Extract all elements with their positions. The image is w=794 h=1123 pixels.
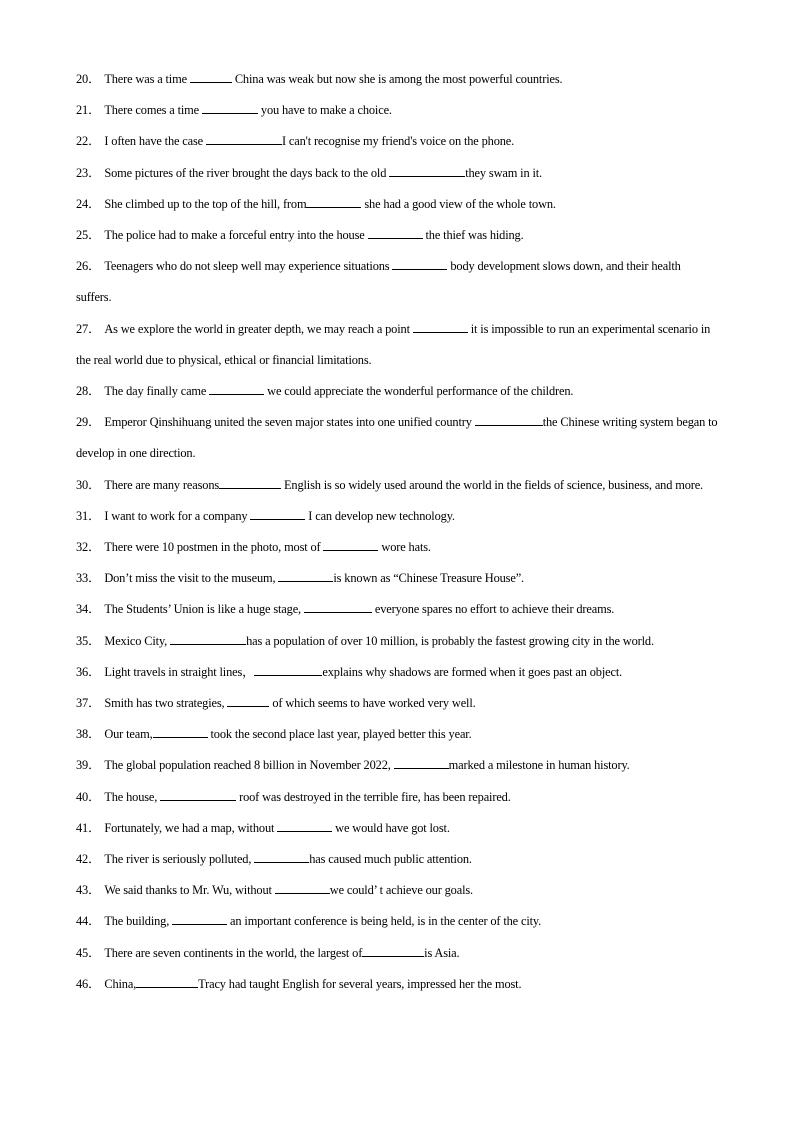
question-item: [76, 532, 718, 563]
question-text-after-blank: took the second place last year, played better this year.: [207, 727, 472, 742]
answer-blank[interactable]: [278, 570, 333, 582]
question-text-after-blank: I can't recognise my friend's voice on the phone.: [281, 134, 515, 149]
question-text-before-blank: Mexico City,: [104, 633, 171, 648]
answer-blank[interactable]: [206, 133, 282, 145]
question-number: 36．: [76, 664, 101, 679]
answer-blank[interactable]: [254, 664, 322, 676]
question-item: [76, 938, 718, 969]
question-text-after-blank: has caused much public attention.: [309, 852, 472, 867]
question-item: [76, 126, 718, 157]
question-item: [76, 158, 718, 189]
question-item: [76, 251, 718, 313]
question-item: [76, 688, 718, 719]
answer-blank[interactable]: [413, 321, 468, 333]
question-number: 44．: [76, 914, 101, 929]
question-text-before-blank: There were 10 postmen in the photo, most of: [104, 540, 324, 555]
question-item: [76, 875, 718, 906]
answer-blank[interactable]: [475, 414, 543, 426]
question-text-after-blank: is known as “Chinese Treasure House”.: [333, 571, 524, 586]
question-number: 38．: [76, 727, 101, 742]
question-text-after-blank: body development slows down, and their health suffers.: [76, 259, 681, 305]
question-text-after-blank: Tracy had taught English for several years, impressed her the most.: [198, 976, 522, 991]
question-text-before-blank: Teenagers who do not sleep well may experience situations: [104, 259, 393, 274]
question-text-after-blank: she had a good view of the whole town.: [361, 196, 556, 211]
question-text-after-blank: roof was destroyed in the terrible fire, has been repaired.: [236, 789, 511, 804]
answer-blank[interactable]: [170, 633, 246, 645]
question-item: [76, 626, 718, 657]
answer-blank[interactable]: [202, 102, 258, 114]
question-item: [76, 906, 718, 937]
question-item: [76, 594, 718, 625]
answer-blank[interactable]: [389, 165, 465, 177]
question-text-after-blank: I can develop new technology.: [305, 508, 455, 523]
question-item: [76, 220, 718, 251]
question-text-after-blank: they swam in it.: [465, 165, 542, 180]
question-number: 27．: [76, 321, 101, 336]
question-number: 31．: [76, 508, 101, 523]
answer-blank[interactable]: [160, 789, 236, 801]
question-number: 41．: [76, 820, 101, 835]
question-text-after-blank: English is so widely used around the world in the fields of science, business, and more.: [281, 477, 704, 492]
question-text-after-blank: we would have got lost.: [332, 820, 450, 835]
question-text-before-blank: There are seven continents in the world, the largest of: [104, 945, 363, 960]
question-number: 32．: [76, 540, 101, 555]
question-text-before-blank: As we explore the world in greater depth, we may reach a point: [104, 321, 413, 336]
question-number: 21．: [76, 103, 101, 118]
question-item: [76, 657, 718, 688]
question-text-before-blank: Emperor Qinshihuang united the seven major states into one unified country: [104, 415, 475, 430]
question-number: 28．: [76, 384, 101, 399]
answer-blank[interactable]: [172, 913, 227, 925]
question-text-after-blank: everyone spares no effort to achieve their dreams.: [371, 602, 615, 617]
question-number: 25．: [76, 228, 101, 243]
question-text-before-blank: We said thanks to Mr. Wu, without: [104, 883, 275, 898]
question-item: [76, 813, 718, 844]
question-text-before-blank: I often have the case: [104, 134, 206, 149]
question-text-before-blank: Light travels in straight lines，: [104, 664, 255, 679]
question-number: 29．: [76, 415, 101, 430]
question-item: [76, 470, 718, 501]
question-text-before-blank: The day finally came: [104, 384, 210, 399]
question-text-after-blank: China was weak but now she is among the most powerful countries.: [231, 72, 563, 86]
question-text-after-blank: explains why shadows are formed when it goes past an object.: [322, 664, 623, 679]
question-text-before-blank: The building,: [104, 914, 173, 929]
question-item: [76, 719, 718, 750]
question-text-before-blank: I want to work for a company: [104, 508, 251, 523]
question-text-before-blank: She climbed up to the top of the hill, from: [104, 196, 307, 211]
answer-blank[interactable]: [136, 976, 198, 988]
answer-blank[interactable]: [219, 477, 281, 489]
question-text-after-blank: is Asia.: [424, 945, 460, 960]
question-number: 26．: [76, 259, 101, 274]
question-text-before-blank: Smith has two strategies,: [104, 696, 228, 711]
answer-blank[interactable]: [277, 820, 332, 832]
question-item: [76, 969, 718, 1000]
question-text-after-blank: you have to make a choice.: [257, 103, 392, 118]
question-text-before-blank: Some pictures of the river brought the days back to the old: [104, 165, 390, 180]
answer-blank[interactable]: [392, 258, 447, 270]
question-number: 40．: [76, 789, 101, 804]
question-number: 30．: [76, 477, 101, 492]
answer-blank[interactable]: [153, 726, 208, 738]
question-number: 42．: [76, 852, 101, 867]
question-number: 34．: [76, 602, 101, 617]
question-item: [76, 501, 718, 532]
answer-blank[interactable]: [362, 945, 424, 957]
question-number: 35．: [76, 633, 101, 648]
question-list: [76, 64, 718, 1000]
question-text-before-blank: The global population reached 8 billion in November 2022,: [104, 758, 394, 773]
question-text-before-blank: The Students’ Union is like a huge stage,: [104, 602, 304, 617]
question-text-after-blank: we could’ t achieve our goals.: [329, 883, 473, 898]
question-item: [76, 844, 718, 875]
question-number: 43．: [76, 883, 101, 898]
question-text-after-blank: it is impossible to run an experimental scenario in the real world due to physical, ethical or financial limitations.: [76, 321, 711, 367]
question-text-before-blank: The police had to make a forceful entry into the house: [104, 228, 368, 243]
question-text-before-blank: There are many reasons: [104, 477, 220, 492]
question-text-before-blank: Fortunately, we had a map, without: [104, 820, 278, 835]
question-number: 39．: [76, 758, 101, 773]
question-text-after-blank: wore hats.: [378, 540, 431, 555]
question-text-before-blank: The house,: [104, 789, 161, 804]
question-number: 22．: [76, 134, 101, 149]
question-text-before-blank: The river is seriously polluted,: [104, 852, 255, 867]
question-number: 46．: [76, 976, 101, 991]
question-text-before-blank: There was a time: [104, 72, 190, 86]
question-text-after-blank: an important conference is being held, is in the center of the city.: [227, 914, 542, 929]
answer-blank[interactable]: [368, 227, 423, 239]
question-number: 20．: [76, 72, 101, 86]
question-item: [76, 750, 718, 781]
question-number: 33．: [76, 571, 101, 586]
question-number: 23．: [76, 165, 101, 180]
answer-blank[interactable]: [254, 851, 309, 863]
answer-blank[interactable]: [250, 508, 305, 520]
question-text-before-blank: Don’t miss the visit to the museum,: [104, 571, 279, 586]
question-text-before-blank: There comes a time: [104, 103, 202, 118]
question-item: [76, 64, 718, 95]
question-text-after-blank: the thief was hiding.: [422, 228, 524, 243]
answer-blank[interactable]: [306, 196, 361, 208]
question-text-after-blank: we could appreciate the wonderful performance of the children.: [264, 384, 574, 399]
question-item: [76, 95, 718, 126]
answer-blank[interactable]: [323, 539, 378, 551]
question-item: [76, 563, 718, 594]
question-item: [76, 407, 718, 469]
question-item: [76, 376, 718, 407]
question-text-after-blank: of which seems to have worked very well.: [269, 696, 476, 711]
answer-blank[interactable]: [394, 757, 449, 769]
question-text-before-blank: China,: [104, 976, 137, 991]
question-item: [76, 314, 718, 376]
question-text-after-blank: has a population of over 10 million, is probably the fastest growing city in the world.: [246, 633, 654, 648]
question-item: [76, 189, 718, 220]
question-item: [76, 782, 718, 813]
question-text-before-blank: Our team,: [104, 727, 153, 742]
question-number: 24．: [76, 196, 101, 211]
answer-blank[interactable]: [209, 383, 264, 395]
question-number: 45．: [76, 945, 101, 960]
answer-blank[interactable]: [227, 695, 269, 707]
answer-blank[interactable]: [304, 601, 372, 613]
question-text-after-blank: marked a milestone in human history.: [448, 758, 630, 773]
question-text-after-blank: the Chinese writing system began to develop in one direction.: [76, 415, 718, 461]
answer-blank[interactable]: [190, 71, 232, 83]
answer-blank[interactable]: [275, 882, 330, 894]
question-number: 37．: [76, 696, 101, 711]
